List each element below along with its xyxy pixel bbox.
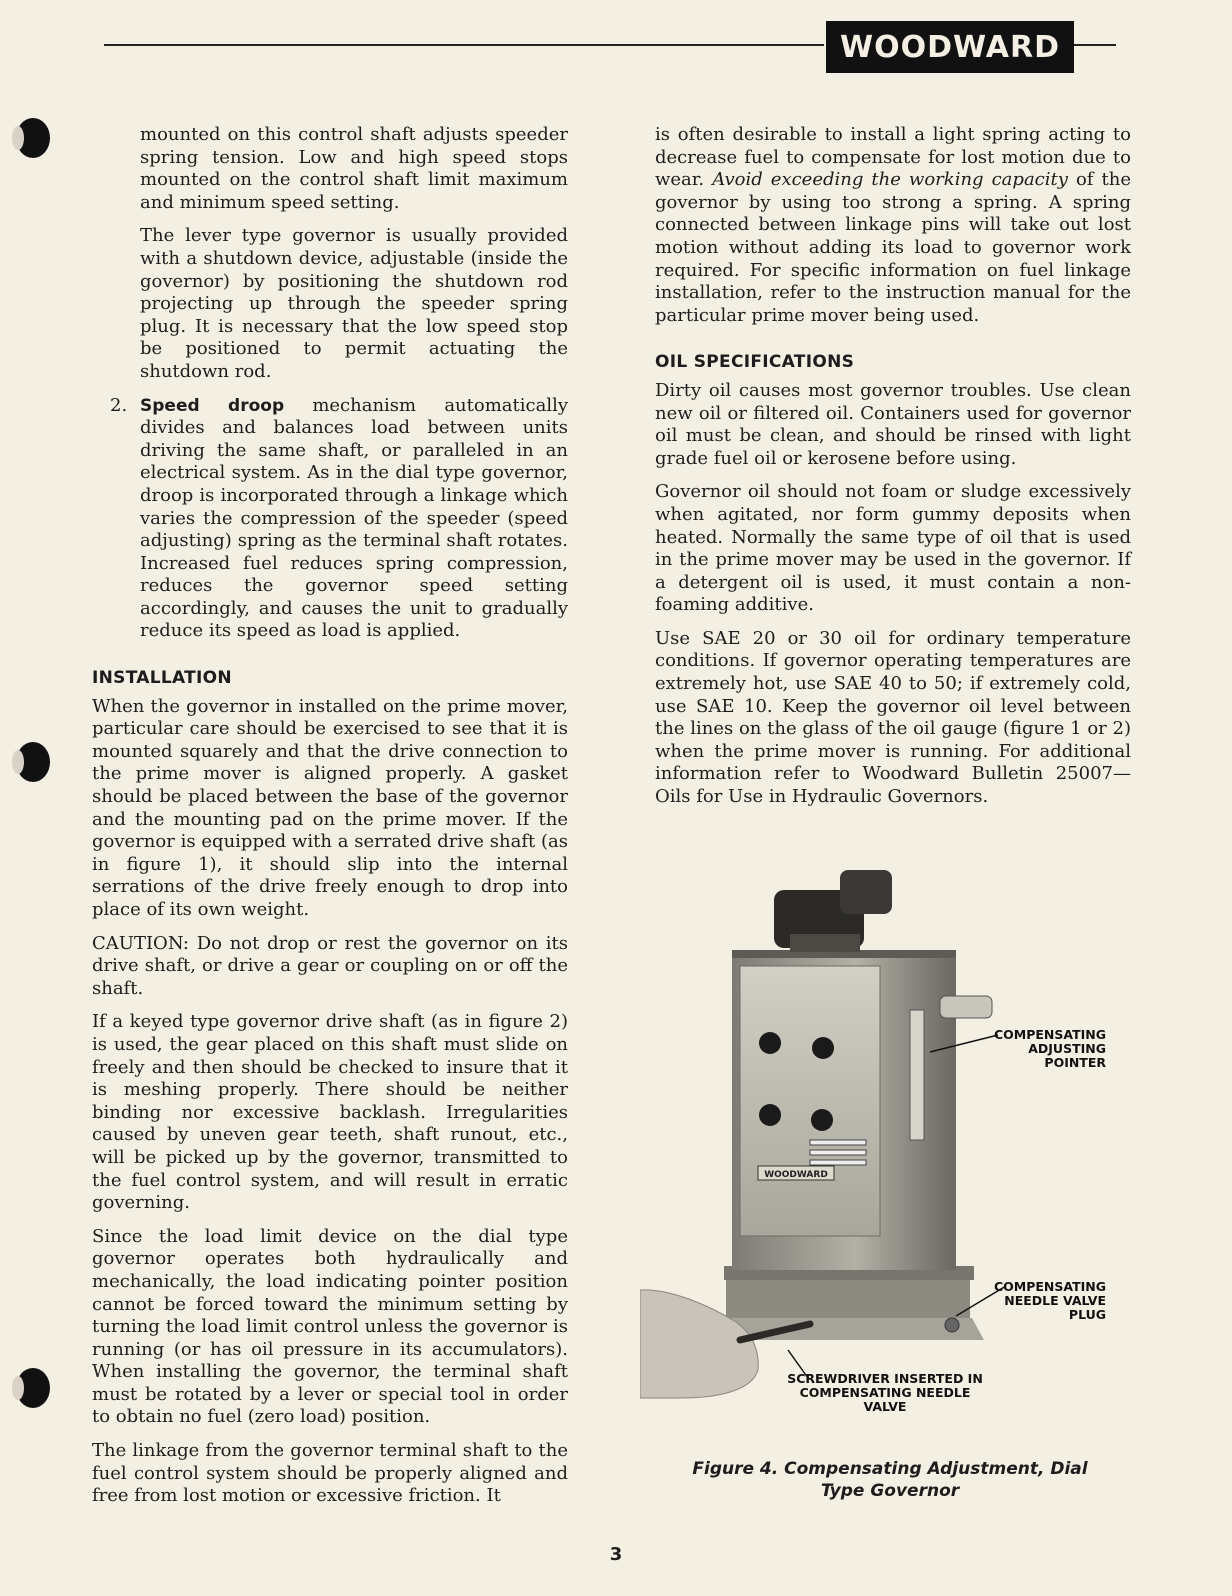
paragraph: Use SAE 20 or 30 oil for ordinary temperature conditions. If governor operating temperatures are extremely hot, use SAE 40 to 50; if extremely cold, use SAE 10. Keep the governor oil level between the lines on the glass of the oil gauge (figure 1 or 2) when the prime mover is running. For additional information refer to Woodward Bulletin 25007—Oils for Use in Hydraulic Governors. xyxy=(655,627,1131,808)
callout-line: PLUG xyxy=(1068,1307,1106,1322)
callout-compensating-adjusting-pointer xyxy=(986,1028,1106,1070)
punch-hole-bottom xyxy=(16,1368,50,1408)
emphasis-text: Avoid exceeding the working capacity xyxy=(712,169,1068,191)
callout-line: COMPENSATING xyxy=(993,1279,1106,1294)
woodward-logo xyxy=(826,21,1074,73)
paragraph: Governor oil should not foam or sludge excessively when agitated, nor form gummy deposits when heated. Normally the same type of oil that is used in the prime mover may be used in the governor. If a detergent oil is used, it must contain a non-foaming additive. xyxy=(655,481,1131,616)
callout-line: COMPENSATING NEEDLE VALVE xyxy=(799,1385,971,1414)
caption-line: Figure 4. Compensating Adjustment, Dial xyxy=(692,1459,1088,1479)
caution-paragraph: CAUTION: Do not drop or rest the governor on its drive shaft, or drive a gear or coupling on or off the shaft. xyxy=(92,932,568,999)
paragraph: If a keyed type governor drive shaft (as in figure 2) is used, the gear placed on this shaft must slide on freely and then should be checked to insure that it is meshing properly. There should be neither binding nor excessive backlash. Irregularities caused by uneven gear teeth, shaft runout, etc., will be picked up by the governor, transmitted to the fuel control system, and will result in erratic governing. xyxy=(92,1011,568,1214)
paragraph: When the governor in installed on the prime mover, particular care should be exercised to see that it is mounted squarely and that the drive connection to the prime mover is aligned properly. A gasket should be placed between the base of the governor and the mounting pad on the prime mover. If the governor is equipped with a serrated drive shaft (as in figure 1), it should slip into the internal serrations of the drive freely enough to drop into place of its own weight. xyxy=(92,695,568,920)
callout-screwdriver xyxy=(780,1372,990,1414)
list-item-speed-droop xyxy=(92,395,568,644)
callout-line: POINTER xyxy=(1044,1055,1106,1070)
paragraph: Since the load limit device on the dial type governor operates both hydraulically and mechanically, the load indicating pointer position cannot be forced toward the minimum setting by turning the load limit control unless the governor is running (or has oil pressure in its accumulators). When installing the governor, the terminal shaft must be rotated by a lever or special tool in order to obtain no fuel (zero load) position. xyxy=(92,1225,568,1428)
figure-caption xyxy=(650,1458,1130,1502)
left-column xyxy=(92,124,568,1519)
text-run: of the governor by using too strong a spring. A spring connected between linkage pins will take out lost motion without adding its load to governor work required. For specific information on fuel linkage installation, refer to the instruction manual for the particular prime mover being used. xyxy=(655,169,1131,326)
callout-line: NEEDLE VALVE xyxy=(1004,1293,1106,1308)
oil-specifications-heading: OIL SPECIFICATIONS xyxy=(655,352,855,373)
governor-photo-figure xyxy=(640,870,1140,1430)
paragraph: The linkage from the governor terminal shaft to the fuel control system should be properly aligned and free from lost motion or excessive friction. It xyxy=(92,1440,568,1507)
logo-text: WOODWARD xyxy=(840,29,1060,65)
caption-line: Type Governor xyxy=(820,1481,960,1501)
callout-line: SCREWDRIVER INSERTED IN xyxy=(787,1371,983,1386)
paragraph: Dirty oil causes most governor troubles. Use clean new oil or filtered oil. Containers used for governor oil must be clean, and should be rinsed with light grade fuel oil or kerosene before using. xyxy=(655,379,1131,469)
term-speed-droop: Speed droop xyxy=(140,395,285,416)
punch-hole-middle xyxy=(16,742,50,782)
list-item-text: mechanism automatically divides and balances load between units driving the same shaft, or paralleled in an electrical system. As in the dial type governor, droop is incorporated through a linkage which varies the compression of the speeder (speed adjusting) spring as the terminal shaft rotates. Increased fuel reduces spring compression, reduces the governor speed setting accordingly, and causes the unit to gradually reduce its speed as load is applied. xyxy=(140,394,568,642)
paragraph xyxy=(655,124,1131,327)
nameplate-text: WOODWARD xyxy=(764,1170,828,1180)
header-rule-right xyxy=(1070,44,1116,46)
installation-heading: INSTALLATION xyxy=(92,668,232,689)
paragraph: The lever type governor is usually provided with a shutdown device, adjustable (inside the governor) by positioning the shutdown rod projecting up through the speeder spring plug. It is necessary that the low speed stop be positioned to permit actuating the shutdown rod. xyxy=(140,225,568,382)
callout-line: ADJUSTING xyxy=(1028,1041,1106,1056)
text-run: is often desirable to install a light spring acting to decrease fuel to compensate for lost motion due to wear. xyxy=(655,124,1131,191)
right-column xyxy=(655,124,1131,820)
punch-hole-top xyxy=(16,118,50,158)
governor-illustration xyxy=(640,870,1140,1430)
callout-compensating-needle-valve-plug xyxy=(986,1280,1106,1322)
callout-line: COMPENSATING xyxy=(993,1027,1106,1042)
list-number: 2. xyxy=(110,394,128,416)
header-rule xyxy=(104,44,824,46)
page-number: 3 xyxy=(609,1544,623,1565)
paragraph: mounted on this control shaft adjusts speeder spring tension. Low and high speed stops mounted on the control shaft limit maximum and minimum speed setting. xyxy=(140,124,568,213)
